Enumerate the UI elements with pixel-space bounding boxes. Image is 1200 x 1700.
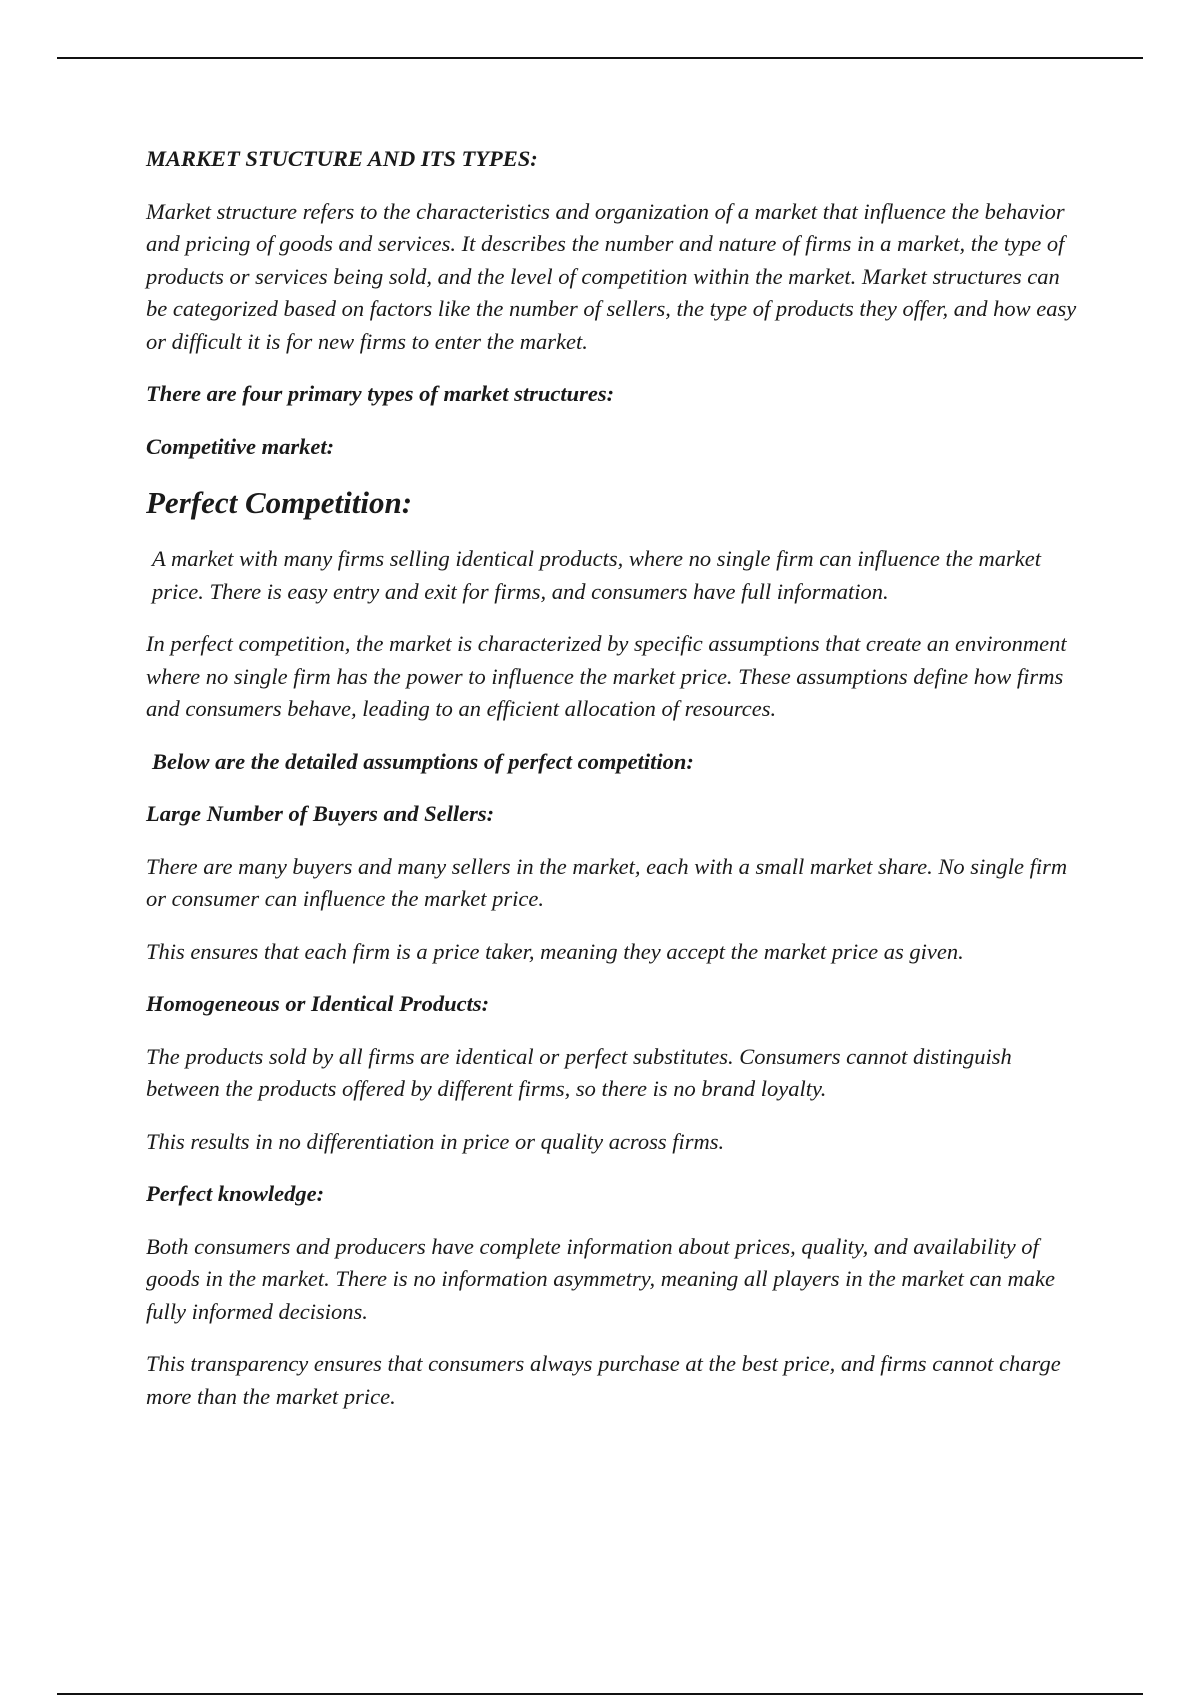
competitive-market-heading: Competitive market:: [146, 433, 335, 459]
document-heading: MARKET STUCTURE AND ITS TYPES:: [146, 146, 538, 171]
section-paragraph: Both consumers and producers have complete information about prices, quality, and availability of goods in the market. There is no information asymmetry, meaning all players in the market can make fully informed decisions.: [146, 1233, 1056, 1324]
header-rule: [57, 57, 1143, 59]
four-types-heading: There are four primary types of market structures:: [146, 381, 615, 406]
perfect-competition-title: Perfect Competition:: [146, 485, 413, 520]
section-paragraph: This results in no differentiation in price or quality across firms.: [146, 1128, 725, 1154]
section-paragraph: This transparency ensures that consumers always purchase at the best price, and firms cannot charge more than the market price.: [146, 1351, 1061, 1409]
document-body: [146, 143, 1086, 1433]
section-title: Perfect knowledge:: [146, 1181, 325, 1206]
assumptions-heading: Below are the detailed assumptions of perfect competition:: [152, 748, 694, 774]
section-paragraph: There are many buyers and many sellers in the market, each with a small market share. No single firm or consumer can influence the market price.: [146, 853, 1068, 911]
intro-paragraph: Market structure refers to the characteristics and organization of a market that influence the behavior and pricing of goods and services. It describes the number and nature of firms in a market, the type of products or services being sold, and the level of competition within the market. Market structures can be categorized based on factors like the number of sellers, the type of products they offer, and how easy or difficult it is for new firms to enter the market.: [146, 198, 1077, 354]
section-title: Homogeneous or Identical Products:: [146, 991, 490, 1016]
section-paragraph: The products sold by all firms are identical or perfect substitutes. Consumers cannot distinguish between the products offered by different firms, so there is no brand loyalty.: [146, 1043, 1012, 1101]
section-perfect-knowledge: [146, 1178, 1086, 1413]
section-homogeneous-products: [146, 988, 1086, 1158]
perfect-competition-definition: A market with many firms selling identical products, where no single firm can influence the market price. There is easy entry and exit for firms, and consumers have full information.: [152, 546, 1042, 604]
section-large-number: [146, 798, 1086, 968]
section-paragraph: This ensures that each firm is a price taker, meaning they accept the market price as given.: [146, 938, 964, 964]
section-title: Large Number of Buyers and Sellers:: [146, 801, 495, 826]
assumptions-intro-paragraph: In perfect competition, the market is characterized by specific assumptions that create an environment where no single firm has the power to influence the market price. These assumptions define how firms and consumers behave, leading to an efficient allocation of resources.: [146, 631, 1067, 721]
footer-rule: [57, 1693, 1143, 1695]
